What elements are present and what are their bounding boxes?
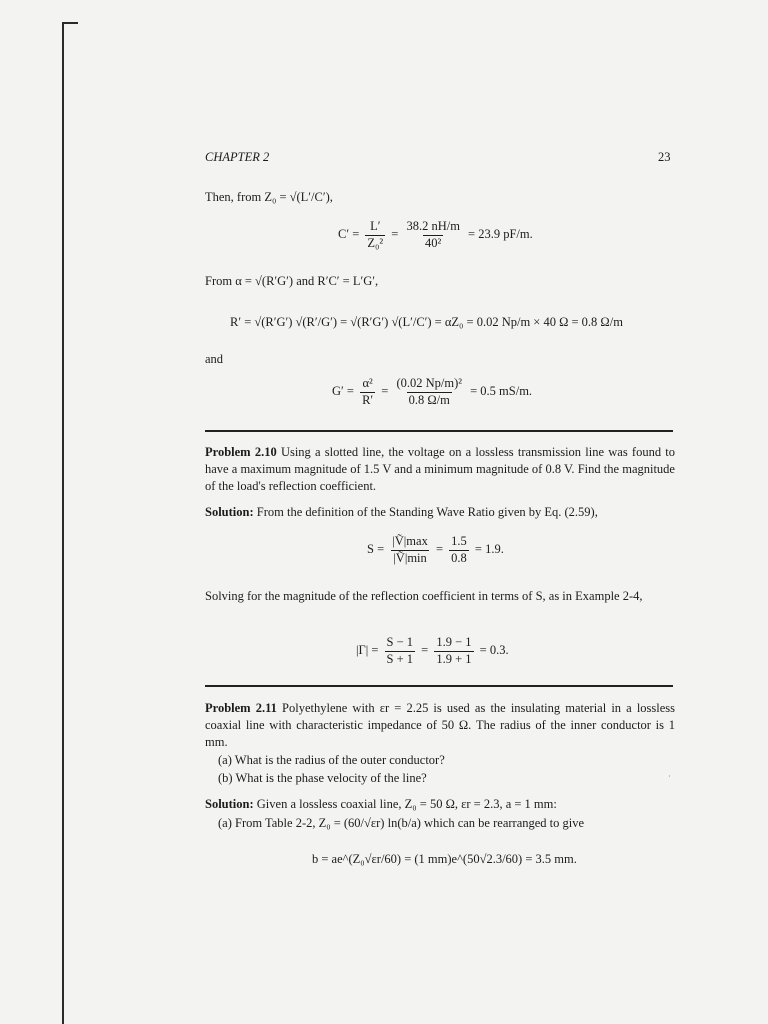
- eq-lhs: |Γ| =: [356, 643, 379, 658]
- eq-equals: =: [381, 384, 389, 399]
- eq-denominator: R′: [362, 392, 374, 407]
- scan-mark: ·: [668, 772, 671, 781]
- solution-text: Given a lossless coaxial line, Z₀ = 50 Ω, εr = 2.3, a = 1 mm:: [256, 797, 557, 811]
- eq-denominator: |Ṽ|min: [393, 550, 427, 565]
- eq-fraction: [360, 377, 375, 408]
- solution-part-a: (a) From Table 2-2, Z₀ = (60/√εr) ln(b/a) which can be rearranged to give: [218, 816, 585, 830]
- eq-equals: =: [391, 227, 399, 242]
- eq-denominator: 0.8: [451, 550, 467, 565]
- eq-result: = 0.3.: [479, 643, 509, 658]
- eq-numerator: (0.02 Np/m)²: [396, 376, 462, 390]
- eq-numerator: |Ṽ|max: [392, 534, 428, 548]
- eq-lhs: S =: [367, 542, 385, 557]
- eq-lhs: G′ =: [332, 384, 354, 399]
- problem-label: Problem 2.10: [205, 445, 277, 459]
- problem-2-11-part-a: (a) What is the radius of the outer conductor?: [218, 753, 445, 767]
- equation-swr: [367, 535, 504, 566]
- eq-denominator: 40²: [425, 235, 442, 250]
- eq-equals: =: [421, 643, 429, 658]
- equation-r-prime: R′ = √(R′G′) √(R′/G′) = √(R′G′) √(L′/C′) = αZ₀ = 0.02 Np/m × 40 Ω = 0.8 Ω/m: [230, 315, 623, 329]
- problem-2-10-statement: [205, 444, 675, 495]
- eq-numerator: 38.2 nH/m: [406, 219, 460, 233]
- eq-denominator: 0.8 Ω/m: [408, 392, 450, 407]
- eq-result: = 0.5 mS/m.: [470, 384, 533, 399]
- eq-numerator: α²: [362, 376, 373, 390]
- eq-denominator: S + 1: [386, 651, 414, 666]
- eq-result: = 23.9 pF/m.: [468, 227, 533, 242]
- page-binding-edge: [62, 22, 64, 1024]
- solution-text: From the definition of the Standing Wave Ratio given by Eq. (2.59),: [256, 505, 598, 519]
- eq-fraction: [434, 636, 473, 667]
- solution-label: Solution:: [205, 505, 254, 519]
- page-binding-corner: [62, 22, 78, 24]
- eq-numerator: 1.5: [451, 534, 467, 548]
- problem-text: Polyethylene with εr = 2.25 is used as the insulating material in a lossless coaxial line with characteristic impedance of 50 Ω. The radius of the inner conductor is 1 mm.: [205, 701, 676, 749]
- solution-label: Solution:: [205, 797, 254, 811]
- eq-equals: =: [435, 542, 444, 557]
- eq-denominator: 1.9 + 1: [436, 651, 472, 666]
- eq-fraction: [394, 377, 464, 408]
- eq-numerator: 1.9 − 1: [436, 635, 472, 649]
- chapter-heading: CHAPTER 2: [205, 150, 270, 164]
- eq-fraction: [385, 636, 416, 667]
- eq-fraction: [404, 220, 461, 251]
- problem-text: Using a slotted line, the voltage on a lossless transmission line was found to have a maximum magnitude of 1.5 V and a minimum magnitude of 0.8 V. Find the magnitude of the load's reflection coefficient.: [205, 445, 676, 493]
- problem-2-11-solution: [205, 797, 557, 812]
- section-divider: [205, 685, 673, 687]
- page-number: 23: [658, 150, 671, 164]
- eq-result: = 1.9.: [474, 542, 504, 557]
- section-divider: [205, 430, 673, 432]
- and-text: and: [205, 352, 224, 366]
- problem-2-10-solution: [205, 505, 598, 520]
- problem-label: Problem 2.11: [205, 701, 277, 715]
- problem-2-11-statement: [205, 700, 675, 751]
- eq-numerator: L′: [370, 219, 381, 233]
- eq-lhs: C′ =: [338, 227, 360, 242]
- eq-numerator: S − 1: [386, 635, 414, 649]
- problem-2-11-part-b: (b) What is the phase velocity of the line?: [218, 771, 427, 785]
- eq-fraction: [390, 535, 430, 566]
- solving-text: Solving for the magnitude of the reflection coefficient in terms of S, as in Example 2-4,: [205, 589, 643, 603]
- eq-denominator: Z₀²: [367, 235, 384, 250]
- equation-gamma: [356, 636, 509, 667]
- eq-fraction: [449, 535, 469, 566]
- eq-fraction: [365, 220, 385, 251]
- equation-outer-radius: b = ae^(Z₀√εr/60) = (1 mm)e^(50√2.3/60) = 3.5 mm.: [312, 852, 577, 866]
- from-alpha-text: From α = √(R′G′) and R′C′ = L′G′,: [205, 274, 379, 288]
- intro-text: Then, from Z₀ = √(L′/C′),: [205, 190, 333, 204]
- equation-g-prime: [332, 377, 532, 408]
- equation-c-prime: [338, 220, 533, 251]
